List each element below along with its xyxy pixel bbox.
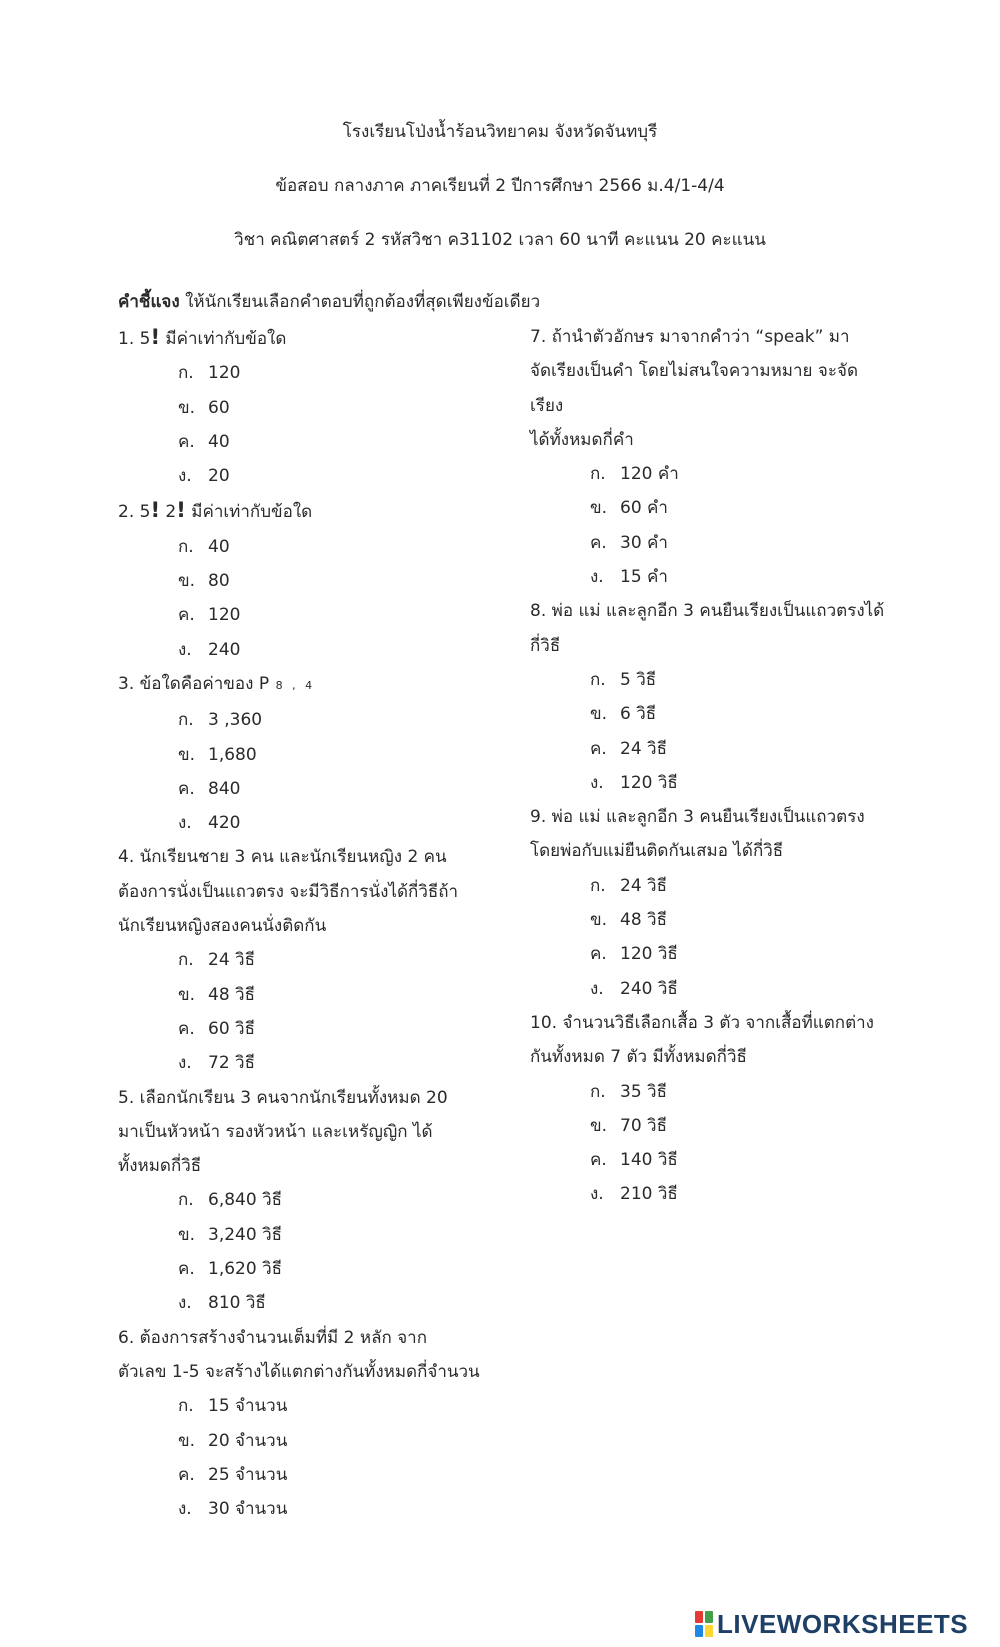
logo-mark-icon <box>695 1611 713 1637</box>
choice[interactable]: ง. 810 วิธี <box>178 1293 266 1314</box>
choice[interactable]: ก. 3 ,360 <box>178 710 263 731</box>
question-text-line: ตัวเลข 1-5 จะสร้างได้แตกต่างกันทั้งหมดกี่จำนวน <box>118 1361 480 1382</box>
choice[interactable]: ก. 35 วิธี <box>590 1081 667 1102</box>
question-text-line: กันทั้งหมด 7 ตัว มีทั้งหมดกี่วิธี <box>530 1047 747 1068</box>
choice[interactable]: ข. 48 วิธี <box>590 910 667 931</box>
question-text-line: ทั้งหมดกี่วิธี <box>118 1156 202 1177</box>
question-text-line: 7. ถ้านำตัวอักษร มาจากคำว่า “speak” มา <box>530 327 850 347</box>
choice[interactable]: ค. 120 วิธี <box>590 944 678 965</box>
question-10 <box>530 1006 890 1212</box>
question-text-line: ได้ทั้งหมดกี่คำ <box>530 429 634 450</box>
question-text-line: นักเรียนหญิงสองคนนั่งติดกัน <box>118 916 327 937</box>
choice[interactable]: ง. 72 วิธี <box>178 1053 255 1074</box>
logo-square <box>695 1625 703 1637</box>
choice[interactable]: ค. 60 วิธี <box>178 1018 255 1039</box>
choice[interactable]: ข. 1,680 <box>178 744 257 765</box>
question-text-line: 8. พ่อ แม่ และลูกอีก 3 คนยืนเรียงเป็นแถวตรงได้ <box>530 601 885 622</box>
choice[interactable]: ข. 60 คำ <box>590 498 668 519</box>
question-text-line: ต้องการนั่งเป็นแถวตรง จะมีวิธีการนั่งได้กี่วิธีถ้า <box>118 881 459 902</box>
question-text-line: กี่วิธี <box>530 635 561 656</box>
choice[interactable]: ค. 1,620 วิธี <box>178 1259 282 1280</box>
question-text-line: 4. นักเรียนชาย 3 คน และนักเรียนหญิง 2 คน <box>118 847 447 868</box>
choice[interactable]: ค. 840 <box>178 778 241 799</box>
left-column <box>118 320 498 1526</box>
choice[interactable]: ง. 210 วิธี <box>590 1184 678 1205</box>
logo-square <box>705 1611 713 1623</box>
choice[interactable]: ค. 40 <box>178 431 230 452</box>
question-8 <box>530 594 890 800</box>
instructions-text: ให้นักเรียนเลือกคำตอบที่ถูกต้องที่สุดเพียงข้อเดียว <box>179 292 541 312</box>
question-text-line: 10. จำนวนวิธีเลือกเสื้อ 3 ตัว จากเสื้อที่แตกต่าง <box>530 1012 874 1033</box>
choice[interactable]: ง. 120 วิธี <box>590 772 678 793</box>
choice[interactable]: ง. 240 วิธี <box>590 978 678 999</box>
question-3 <box>118 667 498 840</box>
choice[interactable]: ค. 30 คำ <box>590 532 668 553</box>
question-text-line: 6. ต้องการสร้างจำนวนเต็มที่มี 2 หลัก จาก <box>118 1327 428 1348</box>
choice[interactable]: ก. 120 คำ <box>590 464 679 485</box>
choice[interactable]: ค. 24 วิธี <box>590 738 667 759</box>
choice[interactable]: ก. 5 วิธี <box>590 669 657 690</box>
choice[interactable]: ค. 140 วิธี <box>590 1150 678 1171</box>
instructions <box>118 288 540 315</box>
instructions-label: คำชี้แจง <box>118 292 180 312</box>
choice[interactable]: ง. 30 จำนวน <box>178 1499 288 1520</box>
choice[interactable]: ก. 120 <box>178 363 241 384</box>
choice[interactable]: ก. 24 วิธี <box>590 875 667 896</box>
question-2 <box>118 493 498 666</box>
question-text-line: โดยพ่อกับแม่ยืนติดกันเสมอ ได้กี่วิธี <box>530 841 784 862</box>
choice[interactable]: ง. 420 <box>178 813 241 834</box>
question-text: 3. ข้อใดคือค่าของ P 8 , 4 <box>118 673 316 694</box>
right-column <box>530 320 890 1212</box>
exam-title: ข้อสอบ กลางภาค ภาคเรียนที่ 2 ปีการศึกษา 2566 ม.4/1-4/4 <box>275 176 725 196</box>
choice[interactable]: ง. 15 คำ <box>590 567 668 588</box>
question-text: 2. 5! 2! มีค่าเท่ากับข้อใด <box>118 498 313 523</box>
logo-text: LIVEWORKSHEETS <box>717 1608 969 1639</box>
choice[interactable]: ก. 40 <box>178 536 230 557</box>
choice[interactable]: ข. 6 วิธี <box>590 704 657 725</box>
question-9 <box>530 800 890 1006</box>
subject-line: วิชา คณิตศาสตร์ 2 รหัสวิชา ค31102 เวลา 60 นาที คะแนน 20 คะแนน <box>234 230 766 250</box>
choice[interactable]: ง. 240 <box>178 639 241 660</box>
choice[interactable]: ค. 25 จำนวน <box>178 1464 288 1485</box>
question-text-line: จัดเรียงเป็นคำ โดยไม่สนใจความหมาย จะจัดเรียง <box>530 361 858 416</box>
choice[interactable]: ก. 15 จำนวน <box>178 1396 288 1417</box>
choice[interactable]: ข. 80 <box>178 571 230 592</box>
school-title: โรงเรียนโป่งน้ำร้อนวิทยาคม จังหวัดจันทบุรี <box>342 122 658 142</box>
choice[interactable]: ก. 6,840 วิธี <box>178 1190 282 1211</box>
choice[interactable]: ก. 24 วิธี <box>178 950 255 971</box>
choice[interactable]: ค. 120 <box>178 605 241 626</box>
choice[interactable]: ข. 70 วิธี <box>590 1115 667 1136</box>
logo-square <box>695 1611 703 1623</box>
question-5 <box>118 1081 498 1321</box>
choice[interactable]: ข. 60 <box>178 397 230 418</box>
choice[interactable]: ข. 48 วิธี <box>178 984 255 1005</box>
choice[interactable]: ข. 3,240 วิธี <box>178 1224 282 1245</box>
question-text-line: 9. พ่อ แม่ และลูกอีก 3 คนยืนเรียงเป็นแถวตรง <box>530 807 865 828</box>
question-text-line: 5. เลือกนักเรียน 3 คนจากนักเรียนทั้งหมด 20 <box>118 1087 448 1108</box>
choice[interactable]: ข. 20 จำนวน <box>178 1430 288 1451</box>
liveworksheets-logo[interactable] <box>695 1610 968 1638</box>
question-6 <box>118 1321 498 1527</box>
question-1 <box>118 320 498 493</box>
question-text-line: มาเป็นหัวหน้า รองหัวหน้า และเหรัญญิก ได้ <box>118 1121 433 1142</box>
choice[interactable]: ง. 20 <box>178 466 230 487</box>
question-4 <box>118 840 498 1080</box>
logo-square <box>705 1625 713 1637</box>
question-text: 1. 5! มีค่าเท่ากับข้อใด <box>118 325 287 349</box>
question-7 <box>530 320 890 594</box>
